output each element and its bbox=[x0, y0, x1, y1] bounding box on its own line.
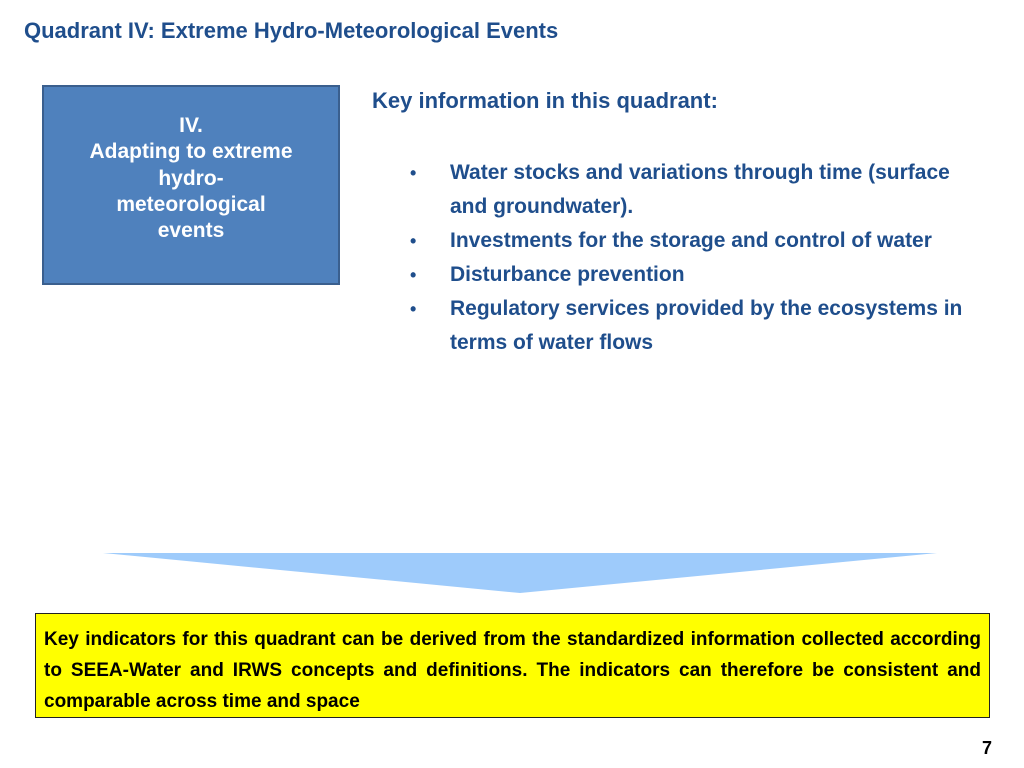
list-item-text: Water stocks and variations through time (surface and groundwater). bbox=[450, 161, 950, 218]
list-item bbox=[410, 224, 970, 258]
quadrant-box-line: meteorological bbox=[116, 192, 266, 216]
list-item bbox=[410, 292, 970, 360]
key-indicators-box: Key indicators for this quadrant can be derived from the standardized information collected according to SEEA-Water and IRWS concepts and definitions. The indicators can therefore be consistent and comparable across time and space bbox=[35, 613, 990, 718]
list-item-text: Regulatory services provided by the ecosystems in terms of water flows bbox=[450, 297, 963, 354]
bullet-icon: • bbox=[410, 299, 417, 319]
bullet-icon: • bbox=[410, 231, 417, 251]
quadrant-box-line: IV. bbox=[179, 114, 203, 137]
quadrant-box-line: hydro- bbox=[158, 166, 224, 190]
bullet-icon: • bbox=[410, 163, 417, 183]
bullet-icon: • bbox=[410, 265, 417, 285]
key-info-list bbox=[410, 156, 970, 360]
list-item bbox=[410, 156, 970, 224]
quadrant-box-line: Adapting to extreme bbox=[89, 140, 293, 164]
list-item-text: Disturbance prevention bbox=[450, 263, 685, 286]
quadrant-box-line: events bbox=[157, 219, 225, 242]
page-number: 7 bbox=[981, 738, 992, 758]
key-info-heading: Key information in this quadrant: bbox=[372, 88, 718, 113]
down-arrow-icon bbox=[103, 553, 937, 593]
quadrant-iv-box bbox=[42, 85, 340, 285]
list-item-text: Investments for the storage and control of water bbox=[450, 229, 932, 252]
slide-title: Quadrant IV: Extreme Hydro-Meteorological Events bbox=[24, 18, 559, 43]
list-item bbox=[410, 258, 970, 292]
